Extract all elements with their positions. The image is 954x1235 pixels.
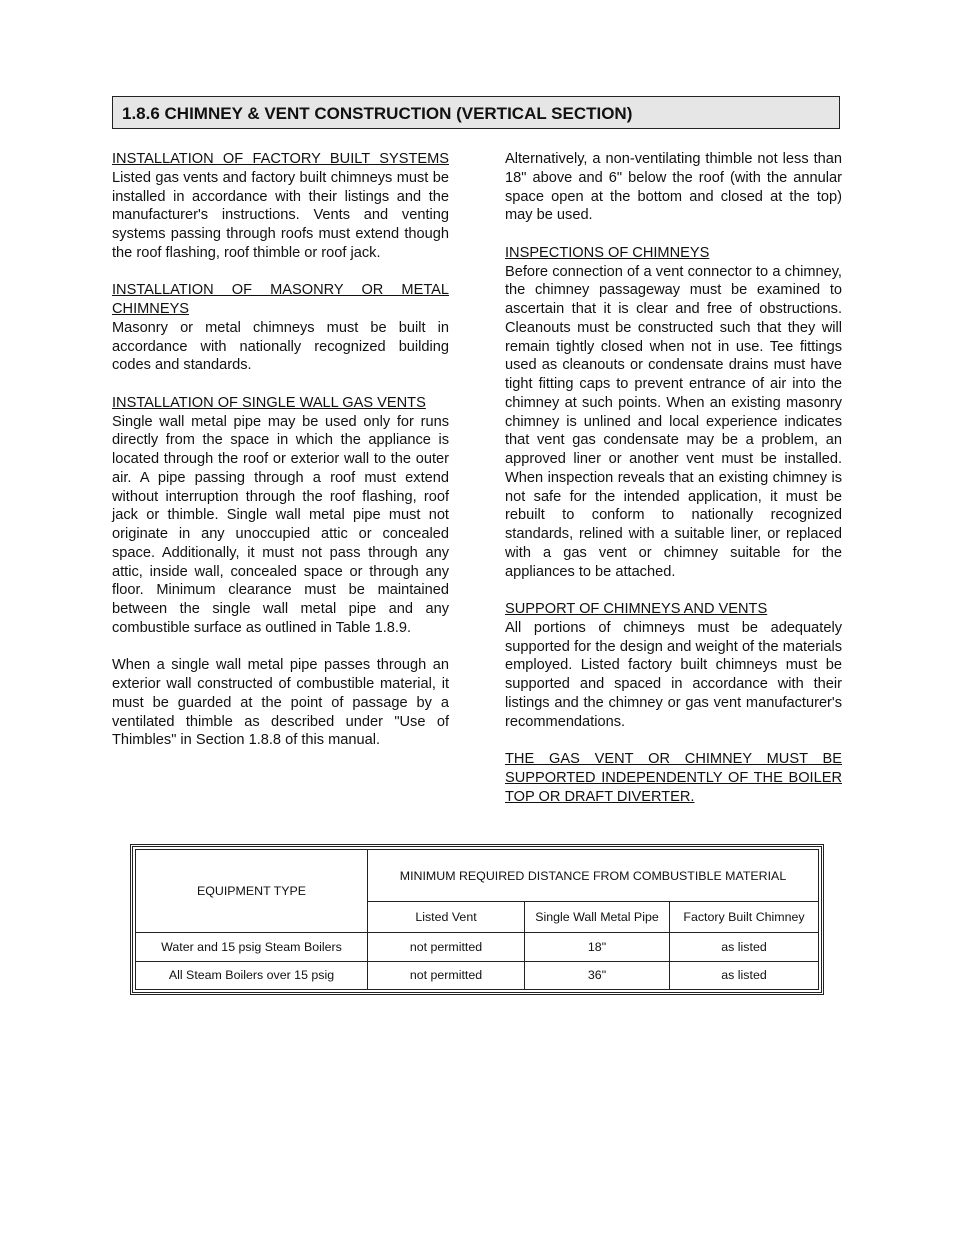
factory-built-section	[112, 150, 449, 263]
factory-built-body: Listed gas vents and factory built chimneys must be installed in accordance with their listings and the manufacturer's instructions. Vents and venting systems passing through roofs must extend though the roof flashing, roof thimble or roof jack.	[112, 169, 449, 261]
support-warning: THE GAS VENT OR CHIMNEY MUST BE SUPPORTED INDEPENDENTLY OF THE BOILER TOP OR DRAFT DIVERTER.	[505, 751, 842, 805]
table-cell: as listed	[670, 961, 819, 990]
support-section	[505, 600, 842, 731]
table-cell: as listed	[670, 933, 819, 962]
table-cell: 18"	[525, 933, 670, 962]
inspections-heading: INSPECTIONS OF CHIMNEYS	[505, 244, 710, 261]
support-body: All portions of chimneys must be adequately supported for the design and weight of the materials employed. Listed factory built chimneys must be supported and spaced in accordance with their listings and the chimney or gas vent manufacturer's recommendations.	[505, 619, 842, 730]
clearance-table-frame	[130, 844, 824, 995]
single-wall-section	[112, 394, 449, 638]
right-column	[505, 150, 842, 825]
masonry-section	[112, 281, 449, 375]
single-wall-header: Single Wall Metal Pipe	[525, 902, 670, 933]
table-cell: Water and 15 psig Steam Boilers	[136, 933, 368, 962]
listed-vent-header: Listed Vent	[368, 902, 525, 933]
table-cell: All Steam Boilers over 15 psig	[136, 961, 368, 990]
table-cell: not permitted	[368, 961, 525, 990]
table-row	[136, 961, 819, 990]
factory-built-header: Factory Built Chimney	[670, 902, 819, 933]
section-title: 1.8.6 CHIMNEY & VENT CONSTRUCTION (VERTICAL SECTION)	[112, 96, 840, 129]
left-column	[112, 150, 449, 769]
inspections-body: Before connection of a vent connector to a chimney, the chimney passageway must be examined to ascertain that it is clear and free of obstructions. Cleanouts must be constructed such that they will remain tightly closed when not in use. Tee fittings used as cleanouts or condensate drains must have tight fitting caps to prevent entrance of air into the chimney at such points. When an existing masonry chimney is unlined and local experience indicates that vent gas condensate may be a problem, an approved liner or another vent must be installed. When inspection reveals that an existing chimney is not safe for the intended application, it must be rebuilt to conform to nationally recognized standards, relined with a suitable liner, or replaced with a gas vent or chimney suitable for the appliances to be attached.	[505, 263, 842, 580]
masonry-heading: INSTALLATION OF MASONRY OR METAL CHIMNEYS	[112, 282, 449, 317]
clearance-table	[135, 849, 819, 990]
single-wall-heading: INSTALLATION OF SINGLE WALL GAS VENTS	[112, 394, 426, 411]
masonry-body: Masonry or metal chimneys must be built in accordance with nationally recognized building codes and standards.	[112, 319, 449, 374]
factory-built-heading: INSTALLATION OF FACTORY BUILT SYSTEMS	[112, 151, 449, 167]
table-cell: 36"	[525, 961, 670, 990]
single-wall-body: Single wall metal pipe may be used only for runs directly from the space in which the appliance is located through the roof or exterior wall to the outer air. A pipe passing through a roof must extend without interruption through the roof flashing, roof jack or thimble. Single wall metal pipe must not originate in any unoccupied attic or concealed space. Additionally, it must not pass through any attic, inside wall, concealed space or through any floor. Minimum clearance must be maintained between the single wall metal pipe and any combustible surface as outlined in Table 1.8.9.	[112, 413, 449, 636]
equipment-type-header: EQUIPMENT TYPE	[136, 850, 368, 933]
table-row	[136, 933, 819, 962]
table-cell: not permitted	[368, 933, 525, 962]
inspections-section	[505, 244, 842, 582]
thimble-paragraph: Alternatively, a non-ventilating thimble not less than 18" above and 6" below the roof (with the annular space open at the bottom and closed at the top) may be used.	[505, 151, 842, 224]
support-heading: SUPPORT OF CHIMNEYS AND VENTS	[505, 601, 768, 617]
distance-header: MINIMUM REQUIRED DISTANCE FROM COMBUSTIBLE MATERIAL	[368, 850, 819, 902]
single-wall-body-2: When a single wall metal pipe passes through an exterior wall constructed of combustible material, it must be guarded at the point of passage by a ventilated thimble as described under "Use of Thimbles" in Section 1.8.8 of this manual.	[112, 657, 449, 749]
